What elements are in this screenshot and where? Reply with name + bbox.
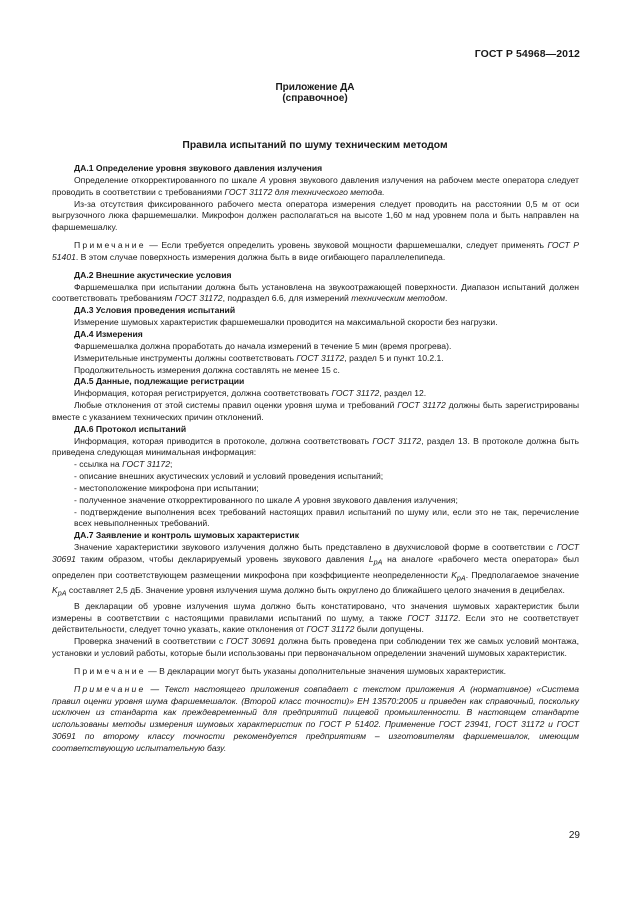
note-1	[52, 240, 579, 264]
paragraph-da3: Измерение шумовых характеристик фаршемешалки проводится на максимальной скорости без нагрузки.	[74, 317, 498, 328]
text-run: техническим методом	[351, 293, 445, 304]
heading-da4: ДА.4 Измерения	[74, 328, 143, 339]
text-run: , раздел 12.	[379, 388, 427, 399]
text-run: Информация, которая приводится в протоколе, должна соответствовать	[74, 435, 373, 446]
subscript: pA	[373, 558, 383, 567]
note-2	[52, 666, 579, 678]
text-run: Информация, которая регистрируется, должна соответствовать	[74, 388, 332, 399]
section-title: Правила испытаний по шуму техническим методом	[182, 140, 448, 151]
paragraph-da7-1	[52, 542, 579, 601]
paragraph-da7-2	[52, 601, 579, 637]
text-run: , подраздел 6.6, для измерений	[222, 293, 352, 304]
paragraph-da4-2	[52, 353, 579, 365]
text-run: уровня звукового давления излучения;	[300, 494, 458, 505]
appendix-heading	[0, 82, 630, 104]
text-run: на аналоге «рабочего места оператора» был определен при соответствующем размещении микрофона при коэффициенте неопределенности	[52, 554, 579, 580]
note-3	[52, 684, 579, 755]
text-run: — В декларации могут быть указаны дополнительные значения шумовых характеристик.	[145, 665, 507, 676]
text-run: , раздел 13. В протоколе должна быть приведена следующая минимальная информация:	[52, 435, 580, 458]
text-run: ГОСТ 30691	[226, 636, 276, 647]
list-item: - местоположение микрофона при испытании;	[74, 482, 259, 493]
paragraph-da6	[52, 436, 579, 460]
text-run: должна быть проведена при соблюдении тех же самых условий монтажа, установки и условий работы, которые были использованы при первоначальном определении значений шумовых характеристик.	[52, 636, 580, 659]
text-run: ГОСТ 31172	[372, 435, 422, 446]
list-item: - описание внешних акустических условий и условий проведения испытаний;	[74, 471, 384, 482]
text-run: — Если требуется определить уровень звуковой мощности фаршемешалки, следует применять	[145, 240, 548, 251]
text-run: . Если это не соответствует действительности, следует точно указать, какие отклонения от	[52, 612, 579, 635]
text-run: — Текст настоящего приложения совпадает с текстом приложения А (нормативное) «Система правил оценки уровня шума фаршемешалок. (Второй класс точности)» ЕН 13570:2005 и приведен как справочный, поскольку исключен из стандарта как преждевременный для предприятий пищевой промышленности. В настоящем стандарте использованы методы измерения шумовых характеристик по ГОСТ Р 51402. Применение ГОСТ 23941, ГОСТ 31172 и ГОСТ 30691 по второму классу точности рекомендуется предприятиям – изготовителям фаршемешалок, имеющим соответствующую испытательную базу.	[52, 683, 579, 753]
paragraph-da4-1: Фаршемешалка должна проработать до начала измерений в течение 5 мин (время прогрева).	[74, 340, 452, 351]
text-run: таким образом, чтобы декларируемый уровень звукового давления	[75, 554, 369, 564]
text-run: . Предполагаемое значение	[465, 569, 580, 580]
text-run: составляет 2,5 дБ. Значение уровня излучения шума должно быть округлено до ближайшего целого значения в децибелах.	[66, 585, 565, 596]
text-run: ГОСТ 30691	[52, 542, 579, 564]
note-label: Примечание	[74, 683, 146, 694]
paragraph-da1-1	[52, 175, 579, 199]
appendix-title: Приложение ДА	[275, 82, 355, 93]
text-run: - полученное значение откорректированного по шкале	[74, 494, 295, 505]
text-run: В декларации об уровне излучения шума должно быть констатировано, что значения шумовых характеристик были измерены в соответствии с настоящими правилами испытаний по шуму, а также	[52, 600, 579, 623]
text-run: Значение характеристики звукового излучения должно быть представлено в двухчисловой форме в соответствии с	[74, 542, 557, 553]
document-body	[52, 163, 579, 755]
text-run: были допущены.	[354, 624, 424, 635]
note-label: Примечание	[74, 240, 146, 251]
text-run: уровня звукового давления излучения на рабочем месте оператора следует проводить в соответствии с требованиями	[52, 174, 579, 197]
text-run: ГОСТ 31172	[174, 293, 223, 304]
heading-da5: ДА.5 Данные, подлежащие регистрации	[74, 376, 245, 387]
heading-da2: ДА.2 Внешние акустические условия	[74, 269, 232, 280]
text-run: А	[294, 494, 301, 505]
heading-da1: ДА.1 Определение уровня звукового давления излучения	[74, 163, 323, 173]
text-run: .	[445, 293, 448, 304]
heading-da7: ДА.7 Заявление и контроль шумовых характеристик	[74, 530, 300, 541]
text-run: Фаршемешалка при испытании должна быть установлена на звукоотражающей поверхности. Диапазон испытаний должен соответствовать требованиям	[52, 281, 579, 304]
list-item: - подтверждение выполнения всех требований настоящих правил испытаний по шуму или, если это не так, перечисление всех невыполненных требований.	[74, 506, 579, 529]
note-label: Примечание	[74, 665, 146, 676]
text-run: ГОСТ 31172	[397, 400, 446, 411]
list-item	[52, 495, 579, 507]
paragraph-da1-2: Из-за отсутствия фиксированного рабочего места оператора измерения следует проводить на расстоянии 0,5 м от оси выгрузочного люка фаршемешалки. Микрофон должен располагаться на высоте 1,60 м над уровнем пола и быть направлен на фаршемешалку.	[52, 198, 579, 233]
text-run: Определение откорректированного по шкале	[74, 174, 261, 185]
document-header-id: ГОСТ Р 54968—2012	[474, 48, 580, 60]
paragraph-da5-2	[52, 400, 579, 424]
text-run: ;	[169, 459, 173, 470]
text-run: . В этом случае поверхность измерения должна быть в виде огибающего параллелепипеда.	[75, 251, 446, 262]
text-run: Измерительные инструменты должны соответствовать	[74, 352, 297, 363]
list-item	[52, 459, 579, 471]
text-run: - ссылка на	[74, 459, 123, 470]
heading-da3: ДА.3 Условия проведения испытаний	[74, 305, 236, 316]
subscript: pA	[456, 574, 466, 583]
text-run: ГОСТ 31172 для технического метода.	[224, 186, 385, 197]
text-run: , раздел 5 и пункт 10.2.1.	[344, 352, 444, 363]
page-number: 29	[568, 830, 580, 841]
paragraph-da5-1	[52, 388, 579, 400]
paragraph-da2	[52, 282, 579, 306]
heading-da6: ДА.6 Протокол испытаний	[74, 423, 187, 434]
text-run: должны быть зарегистрированы вместе с указанием технических причин отклонений.	[52, 400, 579, 422]
text-run: ГОСТ 31172	[306, 624, 355, 635]
text-run: Проверка значений в соответствии с	[74, 636, 227, 647]
paragraph-da4-3: Продолжительность измерения должна составлять не менее 15 с.	[74, 364, 340, 375]
text-run: Любые отклонения от этой системы правил оценки уровня шума и требований	[74, 400, 398, 411]
text-run: ГОСТ 31172	[122, 459, 170, 470]
symbol-K: K	[451, 569, 457, 580]
text-run: ГОСТ Р 51401	[52, 240, 579, 262]
subscript: pA	[57, 589, 67, 598]
appendix-subtitle: (справочное)	[282, 93, 348, 104]
text-run: ГОСТ 31172	[296, 352, 345, 363]
symbol-K: K	[52, 585, 58, 596]
text-run: ГОСТ 31172	[407, 612, 459, 623]
paragraph-da7-3	[52, 636, 579, 660]
text-run: ГОСТ 31172	[331, 388, 380, 399]
text-run: А	[260, 174, 266, 185]
symbol-L: L	[368, 554, 374, 564]
